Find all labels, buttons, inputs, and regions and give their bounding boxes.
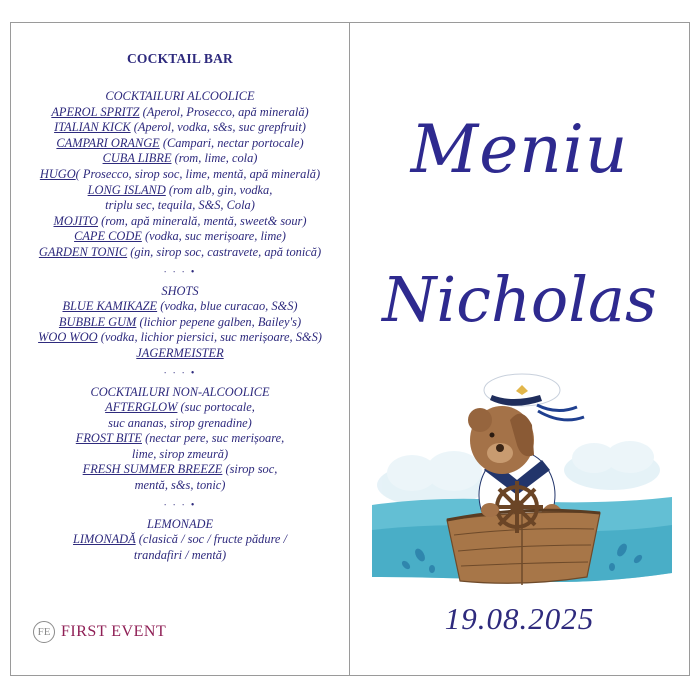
left-panel: [10, 22, 350, 676]
menu-item-description: (rom, apă minerală, mentă, sweet& sour): [98, 213, 307, 228]
menu-item-description: (Aperol, vodka, s&s, suc grepfruit): [130, 120, 306, 135]
menu-item-name: LONG ISLAND: [87, 182, 166, 197]
menu-item-name: BUBBLE GUM: [58, 314, 137, 329]
menu-title: Meniu: [410, 111, 629, 188]
section-divider-ornament: ∙ ∙ ∙ •: [163, 367, 197, 379]
menu-item-name: GARDEN TONIC: [38, 244, 128, 259]
menu-item-description: (rom, lime, cola): [171, 151, 258, 166]
menu-item: [11, 462, 349, 478]
menu-section-heading: LEMONADE: [146, 516, 214, 531]
menu-item-description: (gin, sirop soc, castravete, apă tonică): [127, 244, 322, 259]
menu-item-name: HUGO: [39, 166, 76, 181]
menu-item: [11, 431, 349, 447]
brand-logo: [33, 621, 166, 643]
menu-item: [11, 548, 349, 564]
menu-item-description: (vodka, lichior piersici, suc merișoare, S&S): [97, 330, 322, 345]
section-divider-ornament: ∙ ∙ ∙ •: [163, 499, 197, 511]
brand-logo-text: FIRST EVENT: [61, 623, 167, 640]
drinks-menu: [11, 89, 349, 567]
menu-item: [11, 315, 349, 331]
menu-item-description: triplu sec, tequila, S&S, Cola): [105, 198, 255, 213]
menu-item-description: lime, sirop zmeură): [131, 446, 229, 461]
menu-item-description: (rom alb, gin, vodka,: [165, 182, 273, 197]
menu-item-description: (vodka, suc merișoare, lime): [141, 229, 286, 244]
menu-item: [11, 299, 349, 315]
menu-item-name: JAGERMEISTER: [136, 345, 224, 360]
event-date: 19.08.2025: [444, 601, 595, 636]
menu-item-description: ( Prosecco, sirop soc, lime, mentă, apă minerală): [75, 166, 321, 181]
menu-item: [11, 183, 349, 199]
teddy-bear-sailor-boat-illustration: [372, 345, 672, 600]
boat: [447, 510, 600, 585]
menu-section-heading: SHOTS: [161, 283, 199, 298]
menu-item-description: suc ananas, sirop grenadine): [108, 415, 252, 430]
menu-item-name: CAMPARI ORANGE: [56, 135, 160, 150]
menu-item: [11, 214, 349, 230]
menu-item: [11, 245, 349, 261]
menu-item: [11, 198, 349, 214]
menu-item: [11, 167, 349, 183]
menu-item-description: (nectar pere, suc merișoare,: [141, 431, 285, 446]
right-panel: [349, 22, 690, 676]
menu-item-description: (lichior pepene galben, Bailey's): [136, 314, 302, 329]
menu-item: [11, 532, 349, 548]
menu-item-description: (Campari, nectar portocale): [159, 135, 304, 150]
menu-item-name: CUBA LIBRE: [102, 151, 172, 166]
section-divider-ornament: ∙ ∙ ∙ •: [163, 266, 197, 278]
menu-item: [11, 136, 349, 152]
menu-item-name: CAPE CODE: [74, 229, 142, 244]
menu-item-description: (clasică / soc / fructe pădure /: [135, 532, 287, 547]
menu-item: [11, 120, 349, 136]
menu-item-description: (suc portocale,: [177, 400, 255, 415]
menu-section-heading: COCKTAILURI ALCOOLICE: [105, 89, 255, 103]
menu-section-heading: COCKTAILURI NON-ALCOOLICE: [90, 384, 270, 399]
brand-logo-mark: FE: [33, 621, 55, 643]
menu-item: [11, 400, 349, 416]
menu-item: [11, 416, 349, 432]
menu-item: [11, 447, 349, 463]
menu-item: [11, 151, 349, 167]
menu-item-description: mentă, s&s, tonic): [134, 478, 226, 493]
menu-item: [11, 478, 349, 494]
menu-item: [11, 229, 349, 245]
menu-item: [11, 346, 349, 362]
menu-item-name: FROST BITE: [75, 431, 142, 446]
menu-item-name: APEROL SPRITZ: [51, 104, 140, 119]
menu-item: [11, 105, 349, 121]
child-name: Nicholas: [382, 263, 657, 336]
menu-item-name: BLUE KAMIKAZE: [62, 299, 158, 314]
menu-section-title: COCKTAIL BAR: [126, 51, 234, 66]
menu-item-name: FRESH SUMMER BREEZE: [82, 462, 223, 477]
menu-item-name: WOO WOO: [38, 330, 98, 345]
menu-item-description: (Aperol, Prosecco, apă minerală): [139, 104, 309, 119]
menu-item-description: trandafiri / mentă): [133, 547, 227, 562]
menu-item-description: (vodka, blue curacao, S&S): [157, 299, 298, 314]
menu-item-name: ITALIAN KICK: [54, 120, 131, 135]
menu-item-name: MOJITO: [53, 213, 99, 228]
menu-item-description: (sirop soc,: [222, 462, 278, 477]
menu-item-name: AFTERGLOW: [105, 400, 178, 415]
menu-item: [11, 330, 349, 346]
menu-item-name: LIMONADĂ: [73, 532, 136, 547]
